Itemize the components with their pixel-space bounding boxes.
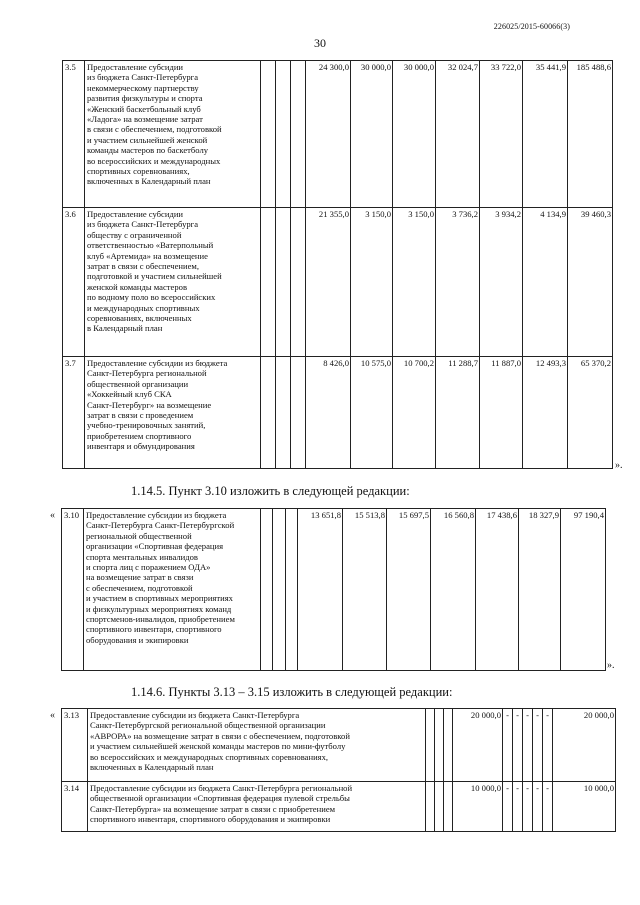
- value-cell: 8 426,0: [306, 357, 351, 469]
- description-line: из бюджета Санкт-Петербурга: [87, 219, 199, 230]
- row-index: 3.10: [62, 509, 84, 671]
- description-line: инвентаря и обмундирования: [87, 441, 195, 452]
- total-cell: 185 488,6: [568, 61, 613, 208]
- value-cell: 17 438,6: [476, 509, 519, 671]
- total-cell: 97 190,4: [561, 509, 606, 671]
- description-line: «Хоккейный клуб СКА: [87, 389, 172, 400]
- total-cell: 65 370,2: [568, 357, 613, 469]
- value-cell: 35 441,9: [523, 61, 568, 208]
- description-line: учебно-тренировочных занятий,: [87, 420, 206, 431]
- description-line: затрат в связи с обеспечением,: [87, 261, 199, 272]
- description-line: по водному поло во всероссийских: [87, 292, 216, 303]
- description-line: организации «Спортивная федерация: [86, 541, 224, 552]
- description-line: региональной общественной: [86, 530, 192, 541]
- section-heading: 1.14.5. Пункт 3.10 изложить в следующей редакции:: [131, 484, 410, 498]
- empty-cell: [444, 709, 453, 782]
- empty-cell: [276, 208, 291, 357]
- row-index: 3.7: [63, 357, 85, 469]
- value-cell: 30 000,0: [351, 61, 393, 208]
- value-cell: 12 493,3: [523, 357, 568, 469]
- row-description: [88, 782, 426, 832]
- empty-cell: [291, 357, 306, 469]
- value-cell: 11 887,0: [480, 357, 523, 469]
- description-line: Санкт-Петербурга региональной: [87, 368, 207, 379]
- row-description: [84, 509, 261, 671]
- value-cell: 32 024,7: [436, 61, 480, 208]
- dash-cell: -: [543, 709, 553, 782]
- description-line: включенных в Календарный план: [87, 176, 211, 187]
- value-cell: 30 000,0: [393, 61, 436, 208]
- row-index: 3.14: [62, 782, 88, 832]
- opening-quote: «: [50, 510, 55, 521]
- description-line: общественной организации «Спортивная федерация пулевой стрельбы: [90, 793, 350, 804]
- description-line: на возмещение затрат в связи: [86, 572, 194, 583]
- value-cell: 13 651,8: [298, 509, 343, 671]
- row-description: [88, 709, 426, 782]
- description-line: общественной организации: [87, 378, 189, 389]
- description-line: и участием сильнейшей женской: [87, 134, 208, 145]
- empty-cell: [261, 357, 276, 469]
- description-line: Предоставление субсидии из бюджета: [87, 358, 228, 368]
- description-line: во всероссийских и международных спортивных соревнованиях,: [90, 751, 329, 762]
- description-line: «Женский баскетбольный клуб: [87, 103, 201, 114]
- subsidy-table-3: [61, 708, 616, 832]
- value-cell: 4 134,9: [523, 208, 568, 357]
- description-line: из бюджета Санкт-Петербурга: [87, 72, 199, 83]
- empty-cell: [276, 61, 291, 208]
- description-line: приобретением спортивного: [87, 430, 192, 441]
- value-cell: 16 560,8: [431, 509, 476, 671]
- description-line: с обеспечением, подготовкой: [86, 582, 193, 593]
- value-cell: 3 736,2: [436, 208, 480, 357]
- description-line: «АВРОРА» на возмещение затрат в связи с обеспечением, подготовкой: [90, 730, 350, 741]
- table-row: [62, 782, 616, 832]
- description-line: во всероссийских и международных: [87, 155, 221, 166]
- description-line: в связи с обеспечением, подготовкой: [87, 124, 222, 135]
- row-index: 3.5: [63, 61, 85, 208]
- empty-cell: [261, 61, 276, 208]
- description-line: и участием сильнейшей женской команды мастеров по мини-футболу: [90, 741, 346, 752]
- description-line: в Календарный план: [87, 323, 163, 334]
- empty-cell: [435, 782, 444, 832]
- value-cell: 15 513,8: [343, 509, 387, 671]
- description-line: Предоставление субсидии: [87, 209, 184, 219]
- value-cell: 10 000,0: [453, 782, 503, 832]
- table-row: [63, 357, 613, 469]
- description-line: Предоставление субсидии: [87, 62, 184, 72]
- empty-cell: [426, 782, 435, 832]
- dash-cell: -: [513, 782, 523, 832]
- description-line: спортивных соревнованиях,: [87, 166, 190, 177]
- description-line: команды мастеров по баскетболу: [87, 145, 209, 156]
- description-line: Предоставление субсидии из бюджета Санкт-Петербурга: [90, 710, 300, 720]
- value-cell: 3 150,0: [351, 208, 393, 357]
- value-cell: 3 934,2: [480, 208, 523, 357]
- description-line: Санкт-Петербурга Санкт-Петербургской: [86, 520, 235, 531]
- dash-cell: -: [533, 709, 543, 782]
- table-row: [63, 61, 613, 208]
- row-description: [85, 357, 261, 469]
- description-line: «Ладога» на возмещение затрат: [87, 114, 203, 125]
- description-line: развития физкультуры и спорта: [87, 93, 203, 104]
- subsidy-table-1: [62, 60, 613, 469]
- table-row: [63, 208, 613, 357]
- section-heading: 1.14.6. Пункты 3.13 – 3.15 изложить в следующей редакции:: [131, 685, 453, 699]
- dash-cell: -: [543, 782, 553, 832]
- empty-cell: [276, 357, 291, 469]
- empty-cell: [261, 509, 273, 671]
- description-line: и спорта лиц с поражением ОДА»: [86, 562, 211, 573]
- description-line: спорта ментальных инвалидов: [86, 551, 198, 562]
- description-line: Санкт-Петербург» на возмещение: [87, 399, 212, 410]
- description-line: подготовкой и участием сильнейшей: [87, 271, 222, 282]
- description-line: и участием в спортивных мероприятиях: [86, 593, 233, 604]
- value-cell: 21 355,0: [306, 208, 351, 357]
- dash-cell: -: [523, 709, 533, 782]
- page-number: 30: [314, 36, 326, 50]
- description-line: ответственностью «Ватерпольный: [87, 240, 214, 251]
- description-line: затрат в связи с проведением: [87, 410, 194, 421]
- empty-cell: [444, 782, 453, 832]
- value-cell: 3 150,0: [393, 208, 436, 357]
- description-line: Санкт-Петербурга» на возмещение затрат в связи с приобретением: [90, 803, 336, 814]
- document-number: 226025/2015-60066(3): [493, 22, 570, 31]
- description-line: и физкультурных мероприятиях команд: [86, 603, 232, 614]
- description-line: Предоставление субсидии из бюджета Санкт-Петербурга региональной: [90, 783, 353, 793]
- row-description: [85, 61, 261, 208]
- description-line: Предоставление субсидии из бюджета: [86, 510, 227, 520]
- description-line: оборудования и экипировки: [86, 634, 189, 645]
- dash-cell: -: [523, 782, 533, 832]
- dash-cell: -: [503, 709, 513, 782]
- total-cell: 39 460,3: [568, 208, 613, 357]
- empty-cell: [286, 509, 298, 671]
- description-line: клуб «Артемида» на возмещение: [87, 250, 208, 261]
- dash-cell: -: [533, 782, 543, 832]
- value-cell: 20 000,0: [453, 709, 503, 782]
- closing-quote: ».: [607, 660, 615, 671]
- empty-cell: [435, 709, 444, 782]
- description-line: спортивного инвентаря, спортивного оборудования и экипировки: [90, 814, 331, 825]
- empty-cell: [291, 61, 306, 208]
- dash-cell: -: [503, 782, 513, 832]
- value-cell: 10 575,0: [351, 357, 393, 469]
- description-line: включенных в Календарный план: [90, 762, 214, 773]
- row-description: [85, 208, 261, 357]
- description-line: спортсменов-инвалидов, приобретением: [86, 614, 235, 625]
- opening-quote: «: [50, 710, 55, 721]
- empty-cell: [273, 509, 286, 671]
- value-cell: 33 722,0: [480, 61, 523, 208]
- description-line: женской команды мастеров: [87, 281, 188, 292]
- row-index: 3.13: [62, 709, 88, 782]
- description-line: Санкт-Петербургской региональной общественной организации: [90, 720, 326, 731]
- empty-cell: [291, 208, 306, 357]
- description-line: и международных спортивных: [87, 302, 200, 313]
- subsidy-table-2: [61, 508, 606, 671]
- row-index: 3.6: [63, 208, 85, 357]
- empty-cell: [261, 208, 276, 357]
- value-cell: 18 327,9: [519, 509, 561, 671]
- table-row: [62, 509, 606, 671]
- description-line: обществу с ограниченной: [87, 229, 182, 240]
- value-cell: 15 697,5: [387, 509, 431, 671]
- total-cell: 20 000,0: [553, 709, 616, 782]
- value-cell: 24 300,0: [306, 61, 351, 208]
- dash-cell: -: [513, 709, 523, 782]
- value-cell: 10 700,2: [393, 357, 436, 469]
- description-line: спортивного инвентаря, спортивного: [86, 624, 222, 635]
- empty-cell: [426, 709, 435, 782]
- table-row: [62, 709, 616, 782]
- value-cell: 11 288,7: [436, 357, 480, 469]
- closing-quote: ».: [615, 460, 623, 471]
- description-line: некоммерческому партнерству: [87, 82, 199, 93]
- total-cell: 10 000,0: [553, 782, 616, 832]
- description-line: соревнованиях, включенных: [87, 313, 192, 324]
